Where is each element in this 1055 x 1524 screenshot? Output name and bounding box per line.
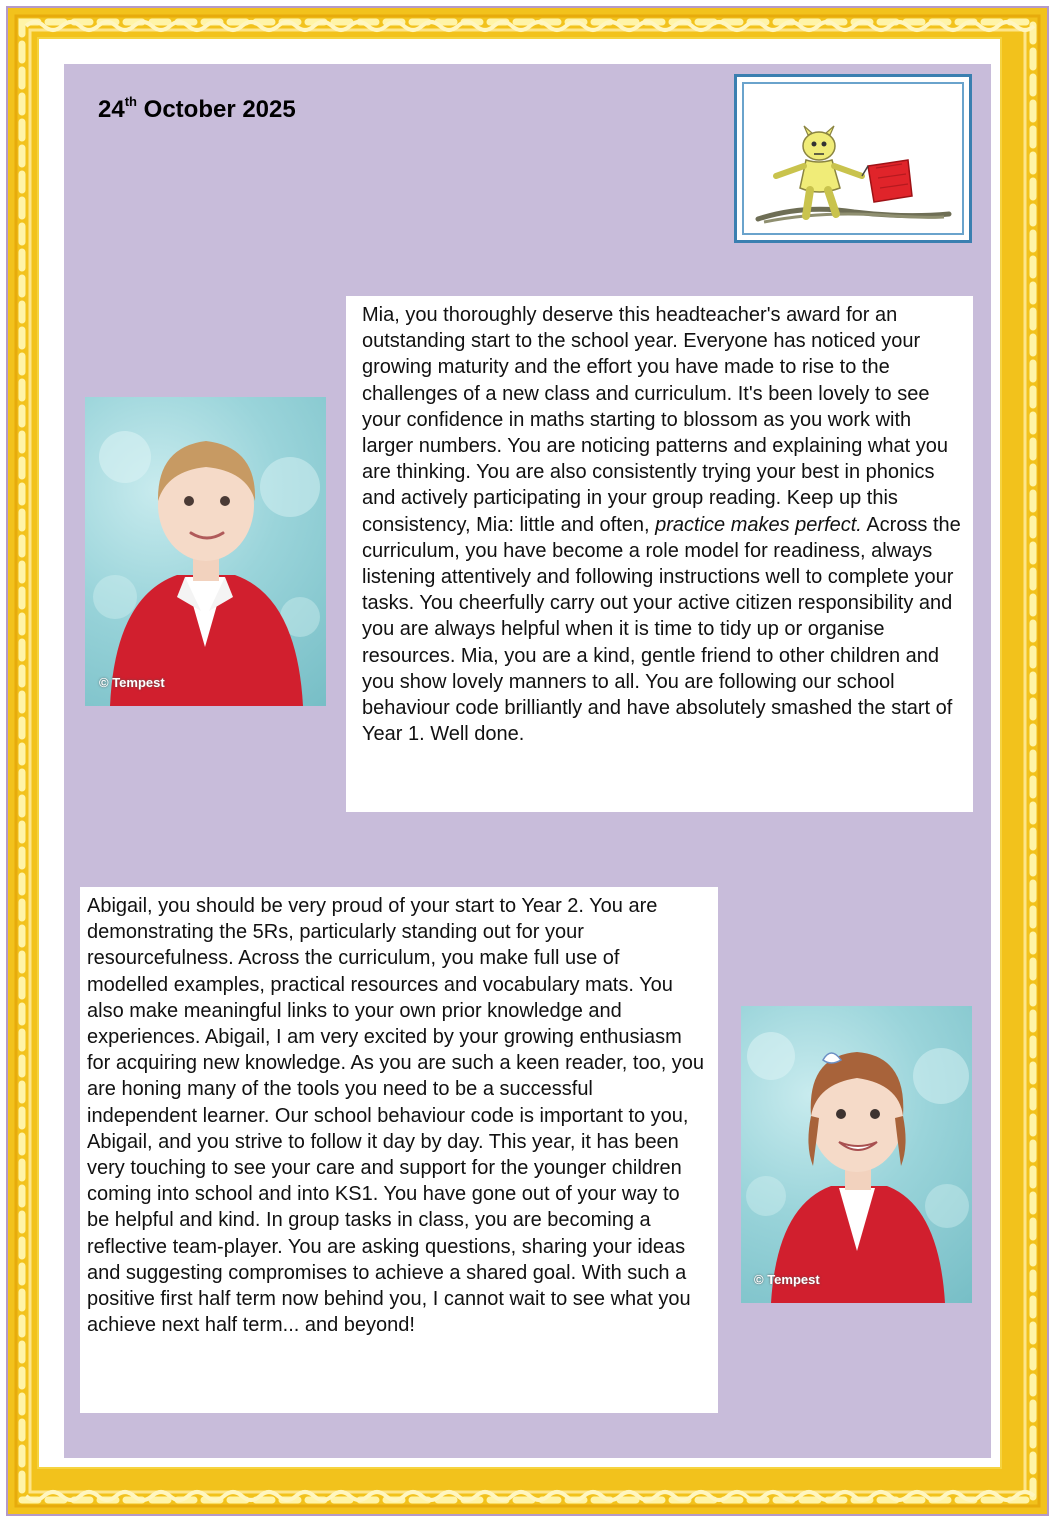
student-photo-1 — [85, 397, 326, 706]
date-month-year: October 2025 — [136, 96, 296, 123]
date-suffix: th — [124, 94, 137, 109]
award-text-2: Abigail, you should be very proud of your start to Year 2. You are demonstrating the 5Rs, particularly standing out for your resourcefulness. Across the curriculum, you make full use of modelled examples, practical resources and vocabulary mats. You also make meaningful links to your own prior knowledge and experiences. Abigail, I am very excited by your growing enthusiasm for acquiring new knowledge. As you are such a keen reader, too, you are honing many of the tools you need to be a successful independent learner. Our school behaviour code is important to you, Abigail, and you strive to follow it day by day. This year, it has been very touching to see your care and support for the younger children coming into school and into KS1. You have gone out of your way to be helpful and kind. In group tasks in class, you are becoming a reflective team-player. You are asking questions, sharing your ideas and suggesting compromises to achieve a shared goal. With such a positive first half term now behind you, I cannot wait to see what you achieve next half term... and beyond! — [87, 895, 705, 1337]
award-text-box-2 — [80, 887, 718, 1413]
photo-watermark-2: © Tempest — [754, 1272, 820, 1287]
award-date — [98, 96, 296, 124]
photo-watermark-1: © Tempest — [99, 675, 165, 690]
child-drawing-frame — [734, 74, 972, 243]
student-portrait-1-icon — [85, 397, 326, 706]
student-portrait-2-icon — [741, 1006, 972, 1303]
award-text-1 — [362, 302, 961, 747]
date-day: 24 — [98, 96, 125, 123]
child-drawing — [742, 82, 964, 235]
award-1-italic-phrase: practice makes perfect. — [655, 513, 862, 536]
child-drawing-monster-with-bag-icon — [744, 84, 966, 237]
award-text-box-1 — [346, 296, 973, 812]
student-photo-2 — [741, 1006, 972, 1303]
award-1-text-part-2: Across the curriculum, you have become a role model for readiness, always listening attentively and following instructions well to complete your tasks. You cheerfully carry out your active citizen responsibility and you are always helpful when it is time to tidy up or organise resources. Mia, you are a kind, gentle friend to other children and you show lovely manners to all. You are following our school behaviour code brilliantly and have absolutely smashed the start of Year 1. Well done. — [362, 513, 961, 746]
award-1-text-part-1: Mia, you thoroughly deserve this headteacher's award for an outstanding start to the school year. Everyone has noticed your growing maturity and the effort you have made to rise to the challenges of a new class and curriculum. It's been lovely to see your confidence in maths starting to blossom as you work with larger numbers. You are noticing patterns and explaining what you are thinking. You are also consistently trying your best in phonics and actively participating in your group reading. Keep up this consistency, Mia: little and often, — [362, 304, 948, 536]
